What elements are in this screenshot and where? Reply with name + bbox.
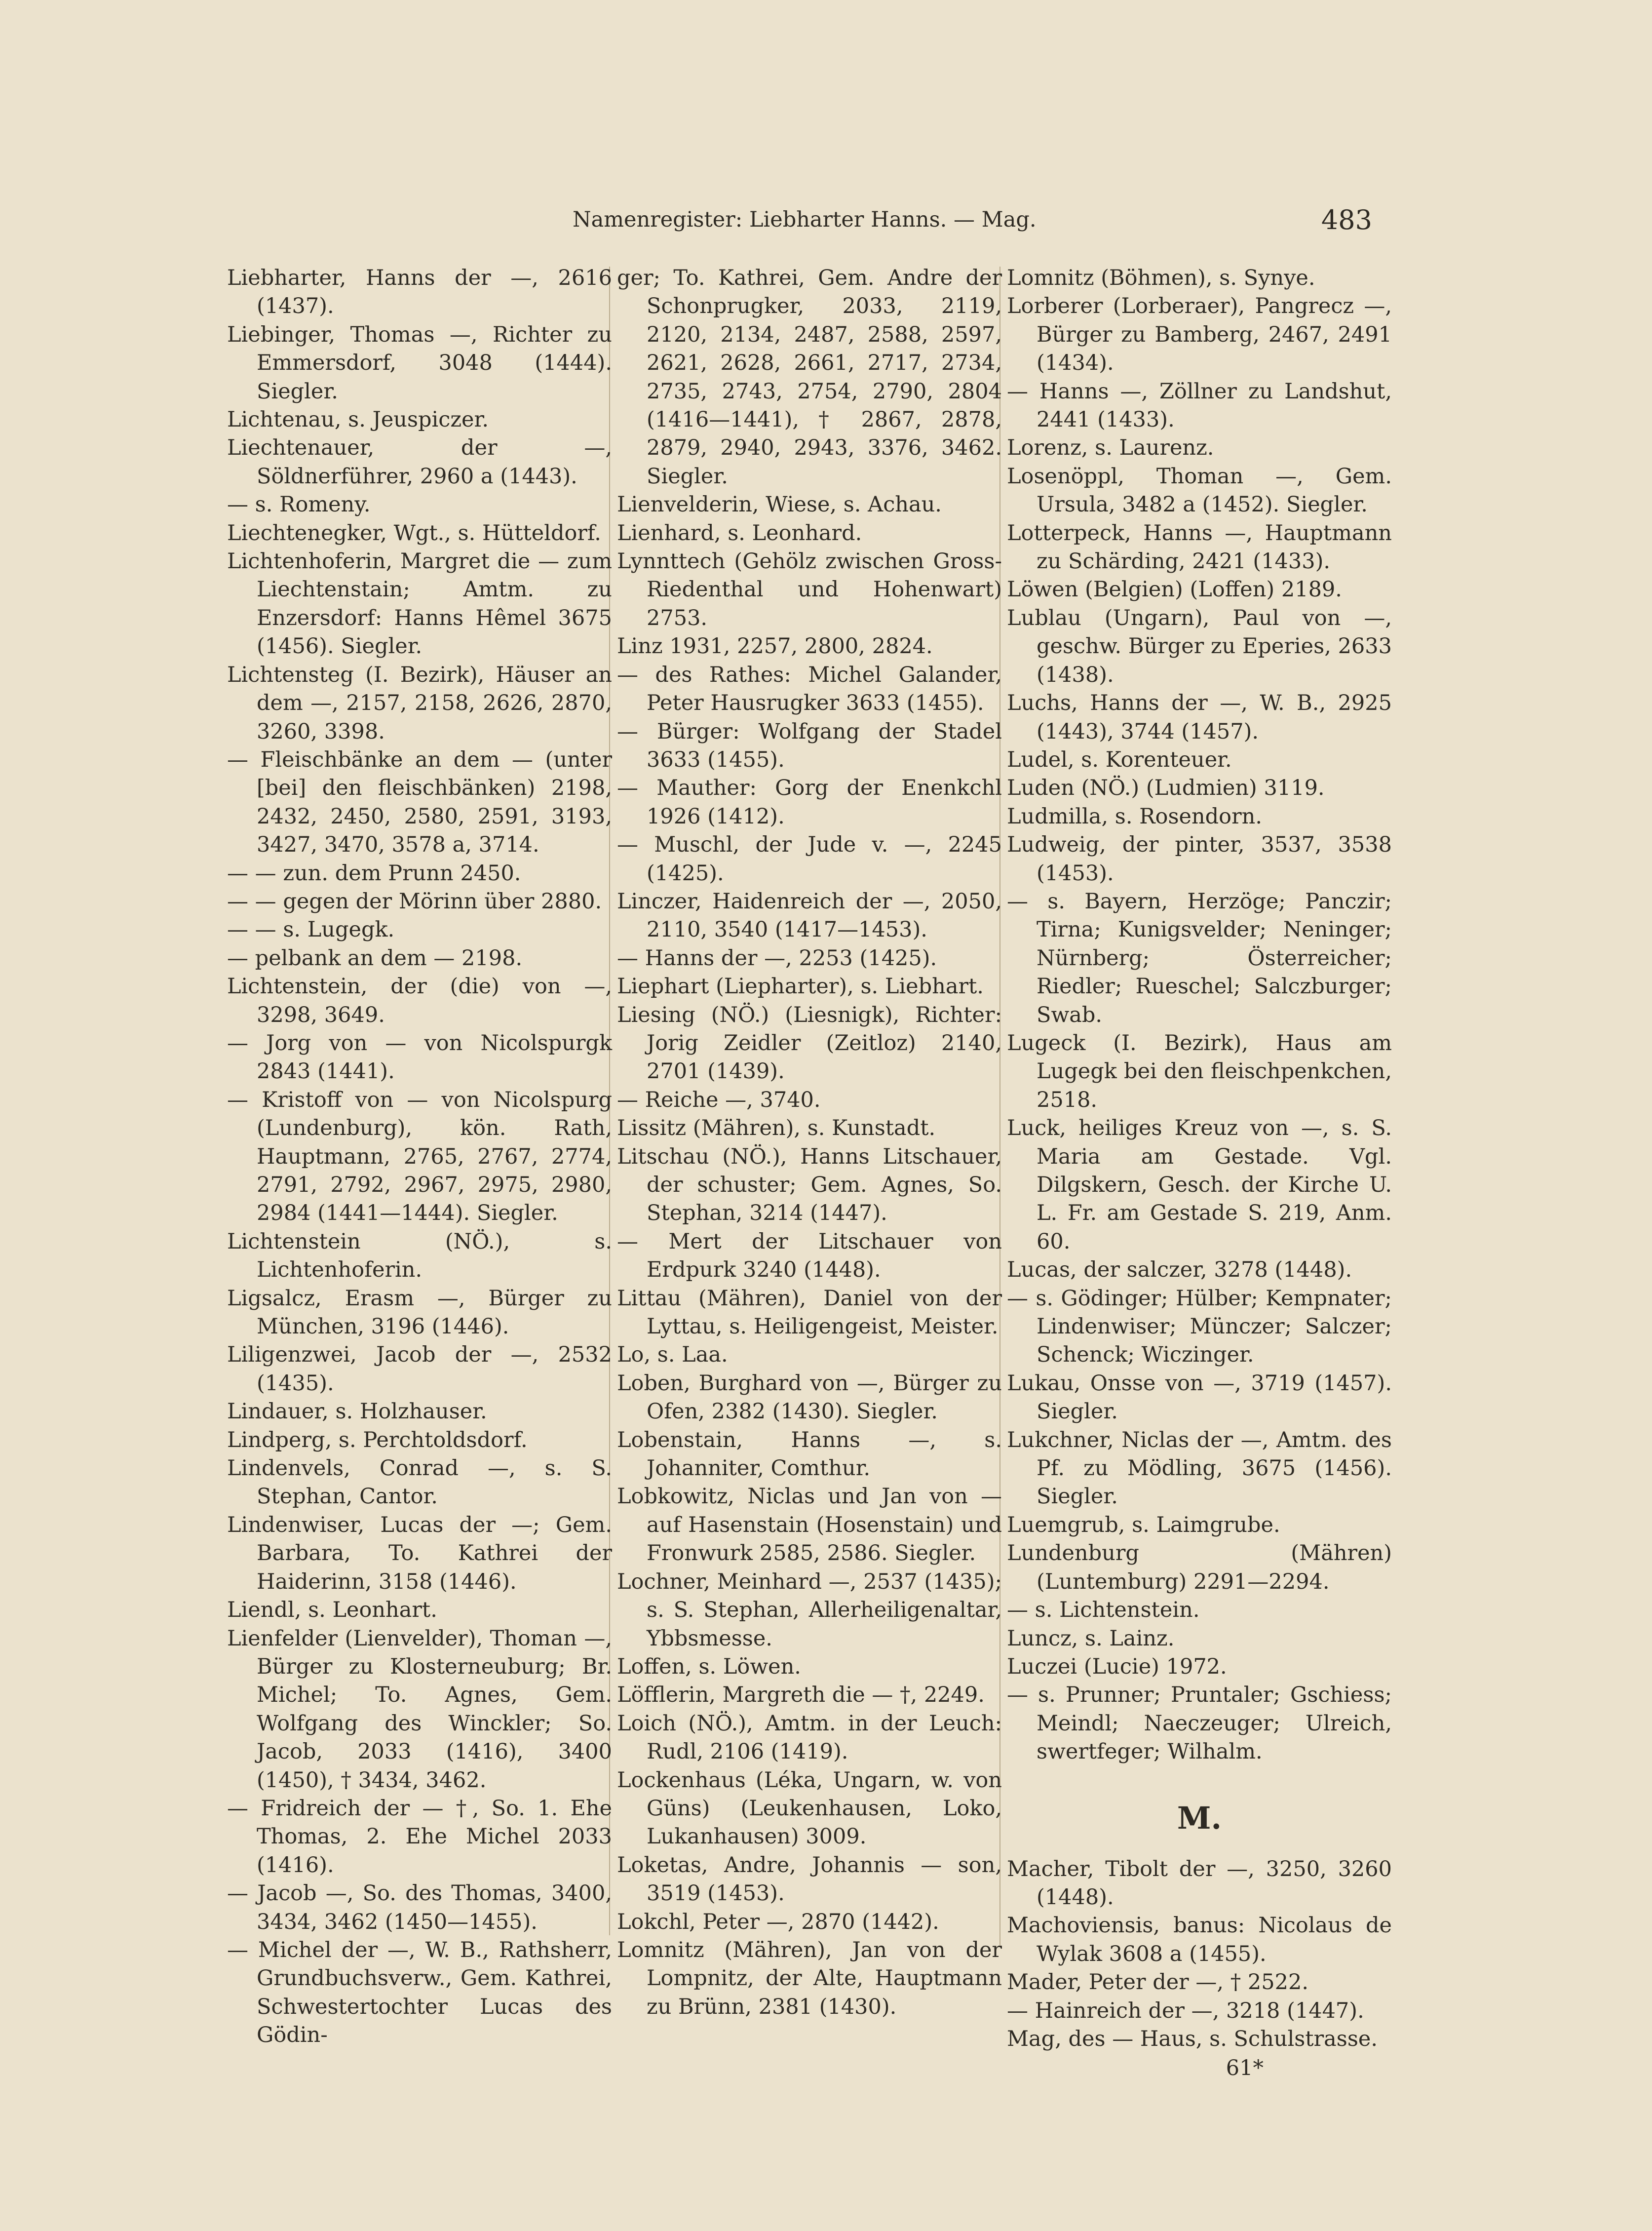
- index-entry: Ligsalcz, Erasm —, Bürger zu München, 3196 (1446).: [227, 1286, 612, 1339]
- index-entry: — Mauther: Gorg der Enenkchl 1926 (1412).: [617, 776, 1002, 829]
- index-entry: Lukchner, Niclas der —, Amtm. des Pf. zu Mödling, 3675 (1456). Siegler.: [1007, 1427, 1392, 1509]
- index-entry: Liebinger, Thomas —, Richter zu Emmersdorf, 3048 (1444). Siegler.: [227, 322, 612, 404]
- column-3-entries: [1007, 264, 1392, 1766]
- index-entry: Ludel, s. Korenteuer.: [1007, 747, 1232, 772]
- index-entry: Luemgrub, s. Laimgrube.: [1007, 1512, 1280, 1537]
- index-entry: — Reiche —, 3740.: [617, 1087, 821, 1112]
- index-entry: Luden (NÖ.) (Ludmien) 3119.: [1007, 776, 1325, 801]
- index-entry: — Jacob —, So. des Thomas, 3400, 3434, 3462 (1450—1455).: [227, 1881, 612, 1934]
- index-entry: Liendl, s. Leonhart.: [227, 1598, 437, 1623]
- index-entry: Lindauer, s. Holzhauser.: [227, 1399, 487, 1424]
- index-entry: — Kristoff von — von Nicolspurg (Lundenburg), kön. Rath, Hauptmann, 2765, 2767, 2774, 2791, 2792, 2967, 2975, 2980, 2984 (1441—1444). Siegler.: [227, 1087, 612, 1226]
- index-entry: Lockenhaus (Léka, Ungarn, w. von Güns) (Leukenhausen, Loko, Lukanhausen) 3009.: [617, 1767, 1002, 1849]
- page-number: 483: [1321, 204, 1372, 235]
- index-entry: Luck, heiliges Kreuz von —, s. S. Maria am Gestade. Vgl. Dilgskern, Gesch. der Kirche U. L. Fr. am Gestade S. 219, Anm. 60.: [1007, 1116, 1392, 1254]
- index-entry: Lichtensteg (I. Bezirk), Häuser an dem —, 2157, 2158, 2626, 2870, 3260, 3398.: [227, 662, 612, 744]
- index-column-1: [227, 264, 612, 2050]
- index-entry: — pelbank an dem — 2198.: [227, 945, 523, 971]
- index-entry: Lindenwiser, Lucas der —; Gem. Barbara, To. Kathrei der Haiderinn, 3158 (1446).: [227, 1512, 612, 1594]
- index-entry: Lienhard, s. Leonhard.: [617, 520, 862, 546]
- index-entry: Luchs, Hanns der —, W. B., 2925 (1443), 3744 (1457).: [1007, 691, 1392, 744]
- index-entry: Ludweig, der pinter, 3537, 3538 (1453).: [1007, 832, 1392, 886]
- index-entry: Machoviensis, banus: Nicolaus de Wylak 3608 a (1455).: [1007, 1913, 1392, 1966]
- index-entry: Lienvelderin, Wiese, s. Achau.: [617, 492, 942, 517]
- index-entry: — — s. Lugegk.: [227, 917, 395, 942]
- index-entry: — s. Bayern, Herzöge; Panczir; Tirna; Kunigsvelder; Neninger; Nürnberg; Österreicher; Riedler; Rueschel; Salczburger; Swab.: [1007, 889, 1392, 1027]
- index-entry: Lucas, der salczer, 3278 (1448).: [1007, 1257, 1352, 1283]
- index-entry: Lobkowitz, Niclas und Jan von — auf Hasenstain (Hosenstain) und Fronwurk 2585, 2586. Siegler.: [617, 1484, 1002, 1566]
- index-entry: Littau (Mähren), Daniel von der Lyttau, s. Heiligengeist, Meister.: [617, 1286, 1002, 1339]
- index-entry: — Fridreich der — †, So. 1. Ehe Thomas, 2. Ehe Michel 2033 (1416).: [227, 1796, 612, 1878]
- page-header: [227, 206, 1372, 246]
- index-entry: Liechtenauer, der —, Söldnerführer, 2960 a (1443).: [227, 435, 612, 489]
- signature-mark: 61*: [1226, 2056, 1264, 2081]
- index-entry: Losenöppl, Thoman —, Gem. Ursula, 3482 a (1452). Siegler.: [1007, 464, 1392, 517]
- index-entry: ger; To. Kathrei, Gem. Andre der Schonprugker, 2033, 2119, 2120, 2134, 2487, 2588, 2597, 2621, 2628, 2661, 2717, 2734, 2735, 2743, 2754, 2790, 2804 (1416—1441), † 2867, 2878, 2879, 2940, 2943, 3376, 3462. Siegler.: [617, 266, 1002, 489]
- index-entry: Liesing (NÖ.) (Liesnigk), Richter: Jorig Zeidler (Zeitloz) 2140, 2701 (1439).: [617, 1002, 1002, 1084]
- index-column-3: [1007, 264, 1392, 2083]
- index-entry: Ludmilla, s. Rosendorn.: [1007, 804, 1262, 829]
- running-title: Namenregister: Liebharter Hanns. — Mag.: [573, 207, 1037, 232]
- index-entry: Lorberer (Lorberaer), Pangrecz —, Bürger zu Bamberg, 2467, 2491 (1434).: [1007, 294, 1392, 376]
- index-entry: Loffen, s. Löwen.: [617, 1654, 801, 1679]
- index-entry: Lindperg, s. Perchtoldsdorf.: [227, 1427, 528, 1452]
- index-entry: — — gegen der Mörinn über 2880.: [227, 889, 602, 914]
- index-entry: Liebharter, Hanns der —, 2616 (1437).: [227, 266, 612, 319]
- index-entry: Mag, des — Haus, s. Schulstrasse.: [1007, 2026, 1378, 2051]
- index-entry: Lundenburg (Mähren) (Luntemburg) 2291—2294.: [1007, 1541, 1392, 1594]
- index-entry: Lublau (Ungarn), Paul von —, geschw. Bürger zu Eperies, 2633 (1438).: [1007, 605, 1392, 687]
- index-entry: Lichtenau, s. Jeuspiczer.: [227, 407, 489, 432]
- index-column-2: [617, 264, 1002, 2021]
- index-entry: Lorenz, s. Laurenz.: [1007, 435, 1214, 461]
- index-entry: — Mert der Litschauer von Erdpurk 3240 (1448).: [617, 1229, 1002, 1283]
- section-letter: M.: [1177, 1800, 1222, 1836]
- index-entry: Lichtenhoferin, Margret die — zum Liechtenstain; Amtm. zu Enzersdorf: Hanns Hêmel 3675 (1456). Siegler.: [227, 549, 612, 659]
- index-entry: — Muschl, der Jude v. —, 2245 (1425).: [617, 832, 1002, 886]
- section-m-entries: [1007, 1855, 1392, 2054]
- index-entry: — Jorg von — von Nicolspurgk 2843 (1441).: [227, 1030, 612, 1084]
- index-entry: Loketas, Andre, Johannis — son, 3519 (1453).: [617, 1852, 1002, 1906]
- index-entry: — Hainreich der —, 3218 (1447).: [1007, 1998, 1364, 2023]
- index-entry: Litschau (NÖ.), Hanns Litschauer, der schuster; Gem. Agnes, So. Stephan, 3214 (1447).: [617, 1144, 1002, 1226]
- index-entry: — Michel der —, W. B., Rathsherr, Grundbuchsverw., Gem. Kathrei, Schwestertochter Lucas des Gödin-: [227, 1937, 612, 2048]
- index-entry: Lichtenstein, der (die) von —, 3298, 3649.: [227, 974, 612, 1027]
- index-entry: Liechtenegker, Wgt., s. Hütteldorf.: [227, 520, 601, 546]
- index-entry: Lindenvels, Conrad —, s. S. Stephan, Cantor.: [227, 1456, 612, 1509]
- index-entry: — Hanns —, Zöllner zu Landshut, 2441 (1433).: [1007, 379, 1392, 432]
- index-entry: Löfflerin, Margreth die — †, 2249.: [617, 1683, 985, 1708]
- index-entry: Lynnttech (Gehölz zwischen Gross-Riedenthal und Hohenwart) 2753.: [617, 549, 1002, 630]
- index-entry: — — zun. dem Prunn 2450.: [227, 861, 521, 886]
- index-entry: Mader, Peter der —, † 2522.: [1007, 1970, 1309, 1995]
- index-entry: Lienfelder (Lienvelder), Thoman —, Bürger zu Klosterneuburg; Br. Michel; To. Agnes, Gem. Wolfgang des Winckler; So. Jacob, 2033 (1416), 3400 (1450), † 3434, 3462.: [227, 1626, 612, 1793]
- index-entry: Luczei (Lucie) 1972.: [1007, 1654, 1227, 1679]
- index-entry: Linczer, Haidenreich der —, 2050, 2110, 3540 (1417—1453).: [617, 889, 1002, 942]
- index-entry: — Hanns der —, 2253 (1425).: [617, 945, 937, 971]
- index-entry: Lissitz (Mähren), s. Kunstadt.: [617, 1116, 936, 1141]
- index-entry: — s. Gödinger; Hülber; Kempnater; Lindenwiser; Münczer; Salczer; Schenck; Wiczinger.: [1007, 1286, 1392, 1368]
- index-entry: Liligenzwei, Jacob der —, 2532 (1435).: [227, 1342, 612, 1396]
- index-entry: Lochner, Meinhard —, 2537 (1435); s. S. Stephan, Allerheiligenaltar, Ybbsmesse.: [617, 1569, 1002, 1651]
- index-entry: Lokchl, Peter —, 2870 (1442).: [617, 1909, 939, 1934]
- index-entry: — s. Romeny.: [227, 492, 371, 517]
- index-entry: Löwen (Belgien) (Loffen) 2189.: [1007, 577, 1342, 602]
- index-entry: — s. Prunner; Pruntaler; Gschiess; Meindl; Naeczeuger; Ulreich, swertfeger; Wilhalm.: [1007, 1683, 1392, 1764]
- index-entry: Lichtenstein (NÖ.), s. Lichtenhoferin.: [227, 1229, 612, 1283]
- index-entry: — Bürger: Wolfgang der Stadel 3633 (1455).: [617, 719, 1002, 772]
- index-entry: Linz 1931, 2257, 2800, 2824.: [617, 634, 933, 659]
- index-entry: — des Rathes: Michel Galander, Peter Hausrugker 3633 (1455).: [617, 662, 1002, 716]
- index-entry: — s. Lichtenstein.: [1007, 1598, 1200, 1623]
- index-entry: Lotterpeck, Hanns —, Hauptmann zu Schärding, 2421 (1433).: [1007, 520, 1392, 574]
- index-entry: Liephart (Liepharter), s. Liebhart.: [617, 974, 984, 999]
- index-entry: — Fleischbänke an dem — (unter [bei] den fleischbänken) 2198, 2432, 2450, 2580, 2591, 3193, 3427, 3470, 3578 a, 3714.: [227, 747, 612, 858]
- index-entry: Loich (NÖ.), Amtm. in der Leuch: Rudl, 2106 (1419).: [617, 1711, 1002, 1764]
- index-entry: Macher, Tibolt der —, 3250, 3260 (1448).: [1007, 1856, 1392, 1910]
- index-entry: Luncz, s. Lainz.: [1007, 1626, 1175, 1651]
- index-entry: Lukau, Onsse von —, 3719 (1457). Siegler.: [1007, 1370, 1392, 1424]
- index-entry: Loben, Burghard von —, Bürger zu Ofen, 2382 (1430). Siegler.: [617, 1370, 1002, 1424]
- index-entry: Lomnitz (Böhmen), s. Synye.: [1007, 266, 1315, 290]
- index-entry: Lobenstain, Hanns —, s. Johanniter, Comthur.: [617, 1427, 1002, 1481]
- index-entry: Lomnitz (Mähren), Jan von der Lompnitz, der Alte, Hauptmann zu Brünn, 2381 (1430).: [617, 1937, 1002, 2019]
- index-entry: Lo, s. Laa.: [617, 1342, 728, 1368]
- index-entry: Lugeck (I. Bezirk), Haus am Lugegk bei den fleischpenkchen, 2518.: [1007, 1030, 1392, 1112]
